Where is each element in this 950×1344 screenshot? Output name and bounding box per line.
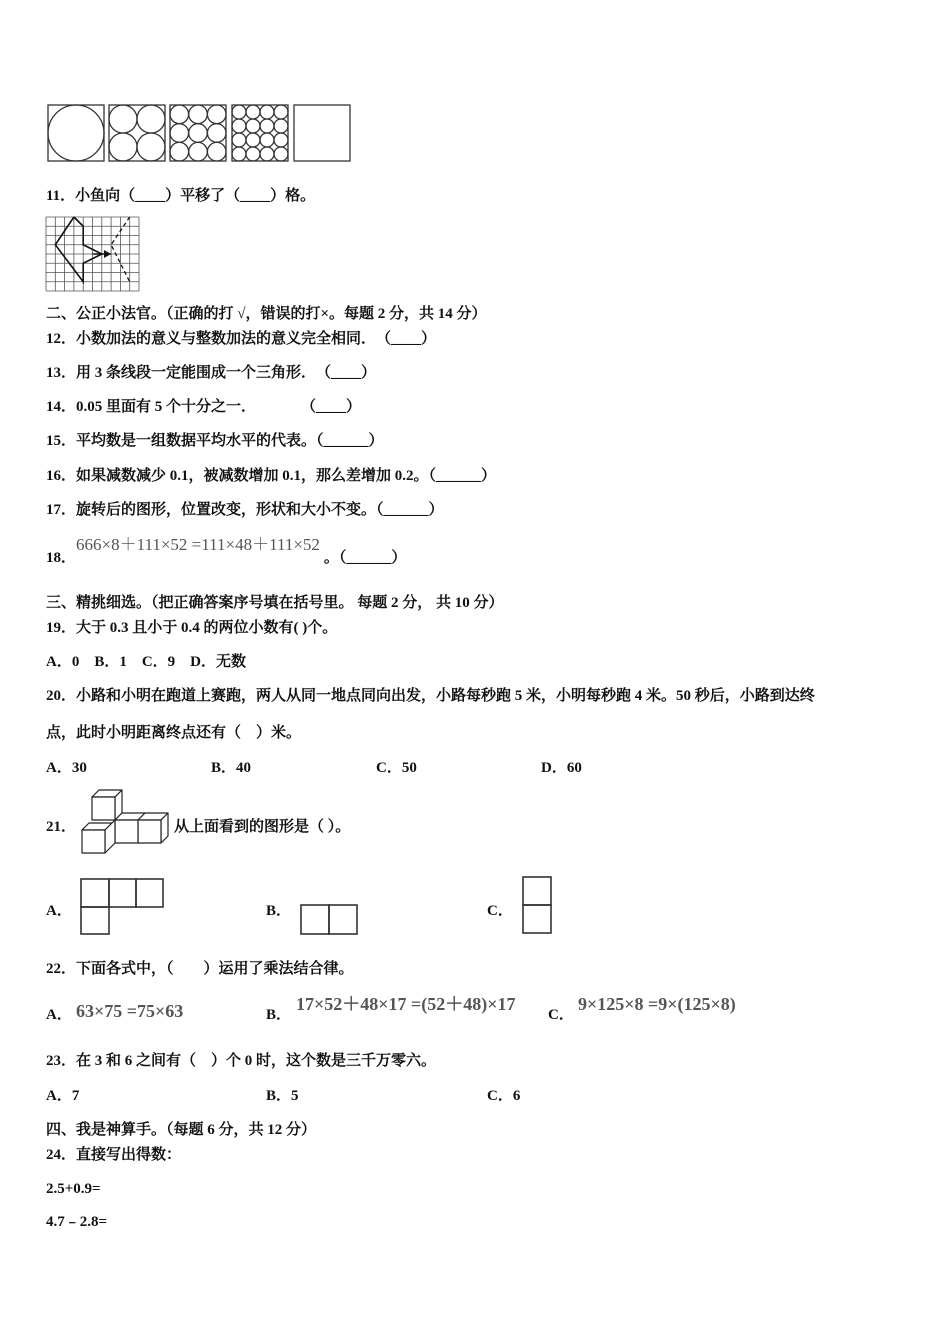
question-11: 11．小鱼向（____）平移了（____）格。	[46, 188, 316, 204]
question-22-option-c-expression: 9×125×8 =9×(125×8)	[578, 994, 736, 1014]
section-2-heading: 二、公正小法官。（正确的打 √，错误的打×。每题 2 分，共 14 分）	[46, 306, 487, 322]
question-21-text: 从上面看到的图形是（ ）。	[174, 819, 351, 835]
option-a-view-figure	[80, 877, 166, 937]
question-20-option-a: A．30	[46, 760, 87, 776]
question-15: 15．平均数是一组数据平均水平的代表。（______）	[46, 433, 384, 449]
option-c-view-figure	[522, 876, 554, 936]
question-21-option-b-label: B．	[266, 903, 292, 919]
question-22-option-c-label: C．	[548, 1007, 574, 1023]
question-20-option-c: C．50	[376, 760, 417, 776]
question-18	[46, 535, 407, 566]
question-20-line-2: 点，此时小明距离终点还有（ ）米。	[46, 725, 302, 741]
question-20-line-1: 20．小路和小明在跑道上赛跑，两人从同一地点同向出发，小路每秒跑 5 米，小明每秒跑 4 米。50 秒后，小路到达终	[46, 688, 815, 704]
question-14: 14．0.05 里面有 5 个十分之一． （____）	[46, 399, 362, 415]
question-23-option-b: B．5	[266, 1088, 299, 1104]
calc-item-2: 4.7﹣2.8=	[46, 1214, 108, 1230]
question-22-option-b-label: B．	[266, 1007, 292, 1023]
question-20-option-b: B．40	[211, 760, 252, 776]
question-18-blank: 。（______）	[323, 550, 407, 566]
question-13: 13．用 3 条线段一定能围成一个三角形． （____）	[46, 365, 377, 381]
question-19: 19．大于 0.3 且小于 0.4 的两位小数有( )个。	[46, 620, 338, 636]
question-24: 24．直接写出得数：	[46, 1147, 182, 1163]
section-3-heading: 三、精挑细选。（把正确答案序号填在括号里。 每题 2 分， 共 10 分）	[46, 595, 504, 611]
question-23: 23．在 3 和 6 之间有（ ）个 0 时，这个数是三千万零六。	[46, 1053, 437, 1069]
question-21-option-c-label: C．	[487, 903, 513, 919]
question-22-option-b-expression: 17×52＋48×17 =(52＋48)×17	[296, 994, 516, 1014]
section-4-heading: 四、我是神算手。（每题 6 分，共 12 分）	[46, 1122, 317, 1138]
question-21-option-a-label: A．	[46, 903, 72, 919]
fish-grid-figure	[46, 217, 141, 292]
question-22-option-a-label: A．	[46, 1007, 72, 1023]
question-18-expression: 666×8＋111×52 =111×48＋111×52	[76, 535, 320, 554]
question-23-option-c: C．6	[487, 1088, 521, 1104]
calc-item-1: 2.5+0.9=	[46, 1181, 101, 1197]
circle-squares-figure	[46, 103, 356, 163]
question-23-option-a: A．7	[46, 1088, 80, 1104]
question-22: 22．下面各式中，（ ）运用了乘法结合律。	[46, 961, 354, 977]
question-19-options: A．0 B．1 C．9 D．无数	[46, 654, 247, 670]
option-b-view-figure	[300, 904, 360, 936]
question-12: 12．小数加法的意义与整数加法的意义完全相同． （____）	[46, 331, 437, 347]
question-16: 16．如果减数减少 0.1，被减数增加 0.1，那么差增加 0.2。（______）	[46, 468, 497, 484]
question-18-number: 18．	[46, 550, 77, 566]
cube-stack-figure	[82, 787, 174, 857]
question-22-option-a-expression: 63×75 =75×63	[76, 1001, 184, 1021]
question-21-number: 21．	[46, 819, 77, 835]
question-17: 17．旋转后的图形，位置改变，形状和大小不变。（______）	[46, 502, 444, 518]
question-20-option-d: D．60	[541, 760, 582, 776]
